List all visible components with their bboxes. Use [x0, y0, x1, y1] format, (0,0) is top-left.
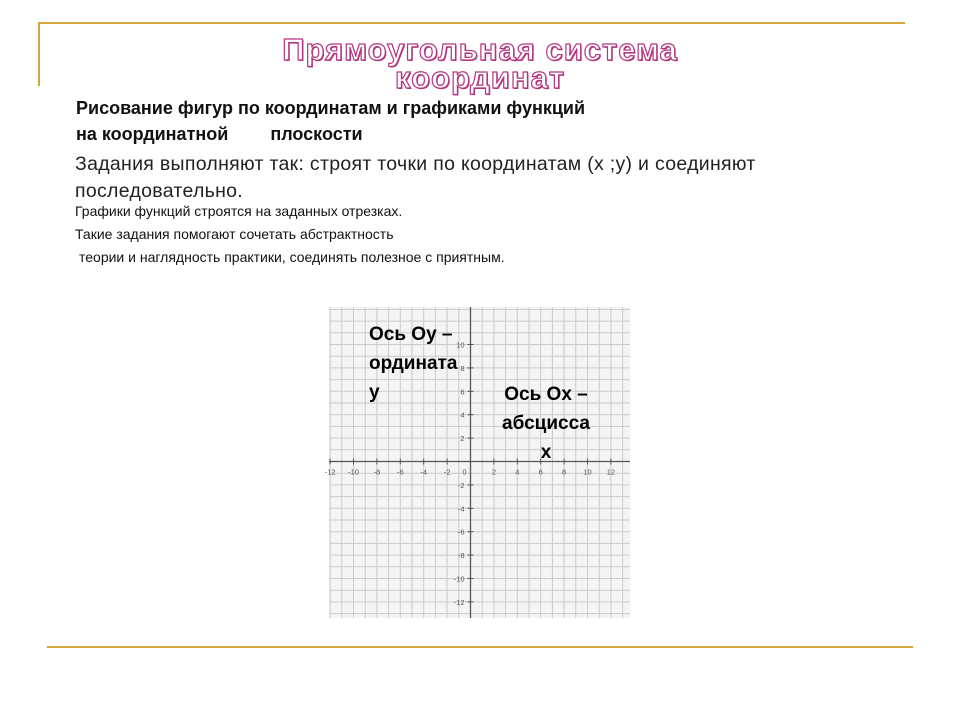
x-tick-label: 0: [462, 467, 467, 477]
x-tick-label: 12: [606, 467, 616, 477]
notes-line-1: Графики функций строятся на заданных отрезках.: [75, 203, 403, 219]
y-tick-label: -6: [457, 527, 465, 537]
notes-line-2: Такие задания помогают сочетать абстрактность: [75, 226, 394, 242]
y-tick-label: -10: [453, 574, 465, 584]
x-tick-label: 6: [538, 467, 543, 477]
heading-line-2b: плоскости: [270, 124, 363, 144]
left-rule: [38, 22, 40, 86]
oy-label-line-3: у: [369, 382, 380, 403]
x-tick-label: 2: [491, 467, 496, 477]
x-tick-label: -4: [420, 467, 428, 477]
bottom-rule: [47, 646, 913, 648]
title-line-1: Прямоугольная система: [282, 32, 678, 67]
slide-title: [140, 32, 820, 95]
x-tick-label: -2: [443, 467, 451, 477]
notes-line-3: теории и наглядность практики, соединять полезное с приятным.: [79, 249, 505, 265]
oy-label-line-1: Ось Оу –: [369, 324, 453, 345]
ox-label-line-3: х: [540, 442, 552, 463]
oy-label-line-2: ордината: [369, 353, 458, 374]
ox-label-line-1: Ось Ох –: [504, 384, 588, 405]
y-tick-label: 2: [460, 434, 465, 444]
ox-label-line-2: абсцисса: [502, 413, 590, 434]
y-tick-label: -2: [457, 480, 465, 490]
y-tick-label: 6: [460, 387, 465, 397]
x-tick-label: -10: [348, 467, 359, 477]
notes-text: [75, 200, 775, 269]
x-tick-label: -12: [324, 467, 336, 477]
instructions-text: Задания выполняют так: строят точки по координатам (х ;у) и соединяют последовательно.: [75, 153, 756, 202]
title-line-2: координат: [394, 60, 566, 95]
heading-line-2a: на координатной: [76, 124, 229, 144]
y-tick-label: 10: [456, 340, 465, 350]
x-tick-label: -8: [373, 467, 381, 477]
section-heading: [76, 95, 796, 147]
x-tick-label: 8: [562, 467, 567, 477]
x-tick-label: 4: [515, 467, 520, 477]
heading-line-2: [76, 121, 796, 147]
x-tick-label: 10: [583, 467, 592, 477]
y-tick-label: -4: [457, 504, 465, 514]
top-rule: [40, 22, 905, 24]
y-tick-label: -8: [457, 551, 465, 561]
y-tick-label: -12: [453, 597, 465, 607]
ox-axis-label: [486, 380, 606, 467]
y-tick-label: 4: [460, 410, 465, 420]
x-tick-label: -6: [396, 467, 404, 477]
y-tick-label: 8: [460, 363, 465, 373]
heading-line-1: Рисование фигур по координатам и графиками функций: [76, 98, 586, 118]
